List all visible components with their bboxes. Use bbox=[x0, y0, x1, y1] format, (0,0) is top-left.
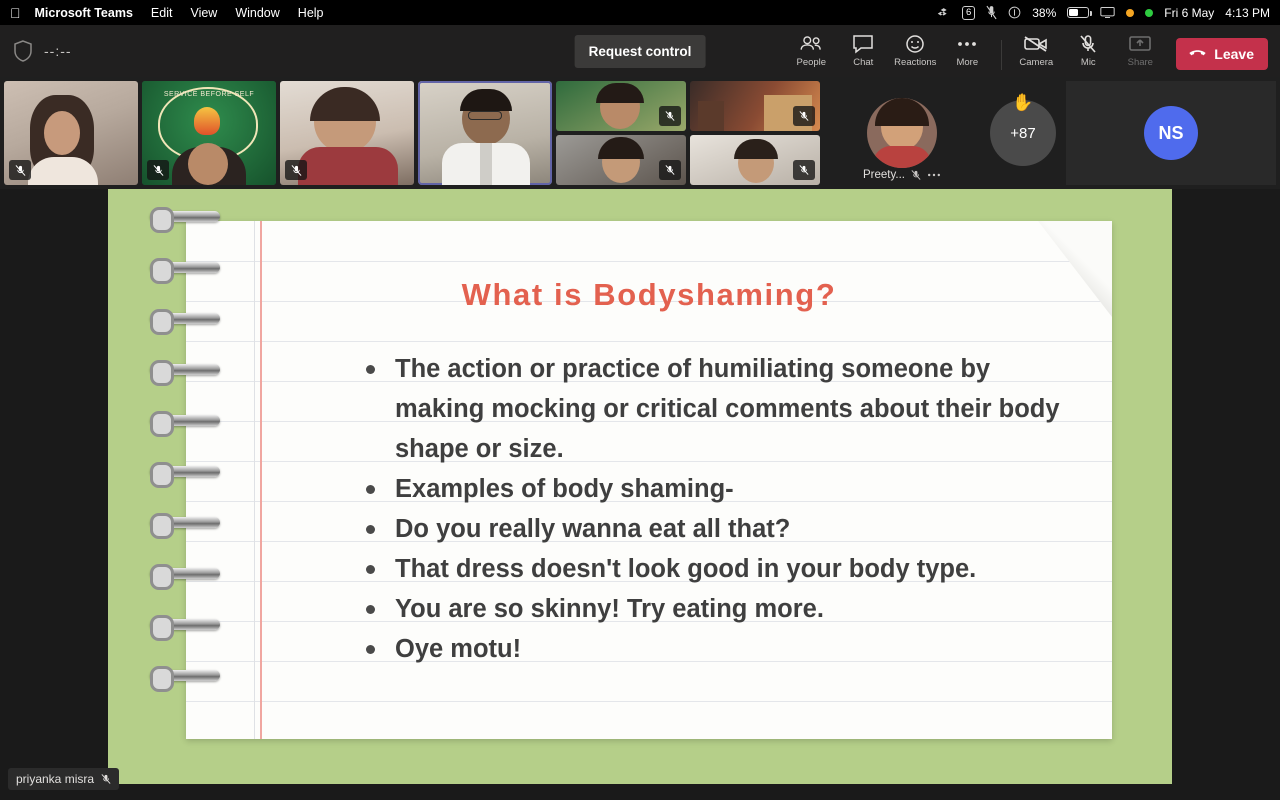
participant-tile-5[interactable] bbox=[556, 81, 686, 131]
binding-ring-icon bbox=[150, 513, 220, 533]
bullet-text: Examples of body shaming- bbox=[395, 475, 734, 503]
binding-ring-icon bbox=[150, 309, 220, 329]
reactions-label: Reactions bbox=[894, 56, 937, 68]
avatar-initials: NS bbox=[1144, 106, 1198, 160]
mic-muted-icon[interactable] bbox=[986, 5, 997, 20]
toolbar-actions bbox=[785, 33, 1268, 70]
participant-stack-left bbox=[556, 81, 686, 185]
dropbox-icon[interactable] bbox=[937, 6, 951, 20]
bullet-dot-icon bbox=[366, 365, 375, 374]
list-item bbox=[366, 469, 1064, 509]
camera-label: Camera bbox=[1019, 56, 1054, 68]
leave-button[interactable] bbox=[1176, 38, 1268, 70]
participant-tile-8[interactable] bbox=[690, 135, 820, 185]
spiral-binding bbox=[150, 207, 220, 686]
mic-muted-icon bbox=[101, 773, 111, 785]
menu-item-help[interactable]: Help bbox=[287, 5, 314, 20]
participant-initials-tile[interactable] bbox=[1066, 81, 1276, 185]
bullet-dot-icon bbox=[366, 485, 375, 494]
slide-bullet-list bbox=[366, 349, 1064, 669]
participant-tile-6[interactable] bbox=[690, 81, 820, 131]
binding-ring-icon bbox=[150, 207, 220, 227]
call-timer: --:-- bbox=[44, 43, 72, 59]
participant-3-mute-icon bbox=[285, 160, 307, 180]
presenter-name-pill bbox=[8, 768, 119, 790]
participant-grid-group bbox=[556, 81, 820, 185]
participant-overflow-tile[interactable] bbox=[984, 81, 1062, 185]
slide-title: What is Bodyshaming? bbox=[461, 277, 837, 312]
participant-5-mute-icon bbox=[659, 106, 681, 126]
battery-charging-icon[interactable] bbox=[1067, 7, 1089, 18]
people-label: People bbox=[796, 56, 827, 68]
avatar bbox=[867, 98, 937, 168]
binding-ring-icon bbox=[150, 462, 220, 482]
bullet-text: The action or practice of humiliating someone by making mocking or critical comments about their body shape or size. bbox=[395, 355, 1060, 463]
phone-hangup-icon bbox=[1188, 47, 1207, 61]
binding-ring-icon bbox=[150, 360, 220, 380]
share-label: Share bbox=[1127, 56, 1153, 68]
participant-8-mute-icon bbox=[793, 160, 815, 180]
people-button[interactable] bbox=[785, 33, 837, 70]
binding-ring-icon bbox=[150, 564, 220, 584]
display-icon[interactable] bbox=[1100, 6, 1115, 19]
participant-tile-4-active-speaker[interactable] bbox=[418, 81, 552, 185]
participant-tile-3[interactable] bbox=[280, 81, 414, 185]
more-label: More bbox=[956, 56, 979, 68]
menu-date[interactable]: Fri 6 May bbox=[1164, 5, 1215, 20]
chat-button[interactable] bbox=[837, 33, 889, 70]
leave-label: Leave bbox=[1214, 45, 1254, 62]
mic-label: Mic bbox=[1080, 56, 1096, 68]
more-options-icon[interactable] bbox=[927, 172, 941, 178]
reactions-button[interactable] bbox=[889, 33, 941, 70]
mic-muted-icon bbox=[911, 169, 921, 181]
participant-tile-1[interactable] bbox=[4, 81, 138, 185]
list-item bbox=[366, 629, 1064, 669]
control-center-icon[interactable] bbox=[1008, 6, 1021, 19]
bullet-text: Do you really wanna eat all that? bbox=[395, 515, 791, 543]
bullet-dot-icon bbox=[366, 605, 375, 614]
bullet-dot-icon bbox=[366, 645, 375, 654]
list-item bbox=[366, 349, 1064, 469]
mic-toggle-button[interactable] bbox=[1062, 33, 1114, 70]
request-control-button[interactable]: Request control bbox=[575, 35, 706, 68]
participant-filmstrip bbox=[0, 77, 1280, 189]
binding-ring-icon bbox=[150, 615, 220, 635]
participant-name-label: Preety... bbox=[863, 169, 905, 181]
apple-logo-icon[interactable] bbox=[10, 6, 21, 20]
bullet-dot-icon bbox=[366, 525, 375, 534]
binding-ring-icon bbox=[150, 258, 220, 278]
presentation-slide[interactable] bbox=[108, 189, 1172, 784]
chat-label: Chat bbox=[853, 56, 874, 68]
bullet-text: That dress doesn't look good in your body type. bbox=[395, 555, 977, 583]
shared-content-stage bbox=[0, 189, 1280, 800]
teams-call-toolbar bbox=[0, 25, 1280, 77]
participant-1-mute-icon bbox=[9, 160, 31, 180]
shield-icon bbox=[12, 39, 34, 63]
participant-named-row bbox=[824, 169, 980, 181]
bullet-dot-icon bbox=[366, 565, 375, 574]
participant-tile-2[interactable]: SERVICE BEFORE SELF bbox=[142, 81, 276, 185]
more-button[interactable] bbox=[941, 33, 993, 70]
menu-item-view[interactable]: View bbox=[179, 5, 207, 20]
raised-hand-icon: ✋ bbox=[1012, 93, 1034, 112]
list-item bbox=[366, 509, 1064, 549]
presenter-name-label: priyanka misra bbox=[16, 772, 95, 786]
orange-status-dot bbox=[1126, 9, 1134, 17]
menu-time[interactable]: 4:13 PM bbox=[1225, 5, 1270, 20]
menu-app-name[interactable]: Microsoft Teams bbox=[24, 5, 123, 20]
bullet-text: Oye motu! bbox=[395, 635, 522, 663]
bullet-text: You are so skinny! Try eating more. bbox=[395, 595, 824, 623]
participant-7-mute-icon bbox=[659, 160, 681, 180]
list-item bbox=[366, 589, 1064, 629]
list-item bbox=[366, 549, 1064, 589]
participant-named-tile[interactable] bbox=[824, 81, 980, 185]
share-screen-button[interactable] bbox=[1114, 33, 1166, 70]
binding-ring-icon bbox=[150, 411, 220, 431]
binding-ring-icon bbox=[150, 666, 220, 686]
participant-6-mute-icon bbox=[793, 106, 815, 126]
green-status-dot bbox=[1145, 9, 1153, 17]
overflow-count-badge: +87 bbox=[990, 100, 1056, 166]
battery-percent-label: 38% bbox=[1032, 5, 1057, 20]
participant-stack-right bbox=[690, 81, 820, 185]
notification-badge[interactable]: 6 bbox=[962, 6, 975, 20]
camera-toggle-button[interactable] bbox=[1010, 33, 1062, 70]
menu-status-area bbox=[937, 5, 1270, 20]
notebook-page bbox=[186, 221, 1112, 739]
macos-menu-bar bbox=[0, 0, 1280, 25]
participant-tile-7[interactable] bbox=[556, 135, 686, 185]
participant-2-mute-icon bbox=[147, 160, 169, 180]
menu-item-edit[interactable]: Edit bbox=[140, 5, 162, 20]
toolbar-divider bbox=[1001, 40, 1002, 70]
menu-item-window[interactable]: Window bbox=[224, 5, 270, 20]
